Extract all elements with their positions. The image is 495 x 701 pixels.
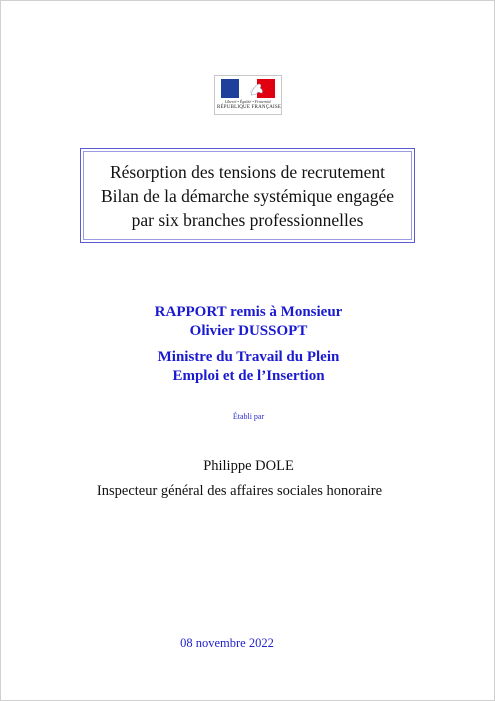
title-line-1: Résorption des tensions de recrutement [109, 161, 386, 182]
established-by-label: Établi par [232, 412, 265, 421]
report-date: 08 novembre 2022 [180, 636, 274, 650]
logo-republic-label: RÉPUBLIQUE FRANÇAISE [217, 105, 282, 110]
logo-motto: Liberté • Égalité • Fraternité [224, 99, 272, 104]
french-flag-icon [221, 79, 275, 98]
report-line-2: Olivier DUSSOPT [189, 323, 308, 339]
minister-line-2: Emploi et de l’Insertion [172, 368, 325, 384]
republique-francaise-logo [214, 75, 282, 115]
title-line-3: par six branches professionnelles [131, 209, 364, 230]
title-box [80, 148, 415, 243]
author-title: Inspecteur général des affaires sociales honoraire [96, 483, 383, 499]
report-recipient [1, 303, 495, 341]
author-name: Philippe DOLE [203, 458, 294, 474]
marianne-icon [249, 81, 265, 97]
title-line-2: Bilan de la démarche systémique engagée [100, 185, 394, 206]
title-box-inner [83, 151, 412, 240]
minister-line-1: Ministre du Travail du Plein [157, 349, 340, 365]
report-line-1: RAPPORT remis à Monsieur [154, 304, 343, 320]
minister-title [1, 348, 495, 386]
